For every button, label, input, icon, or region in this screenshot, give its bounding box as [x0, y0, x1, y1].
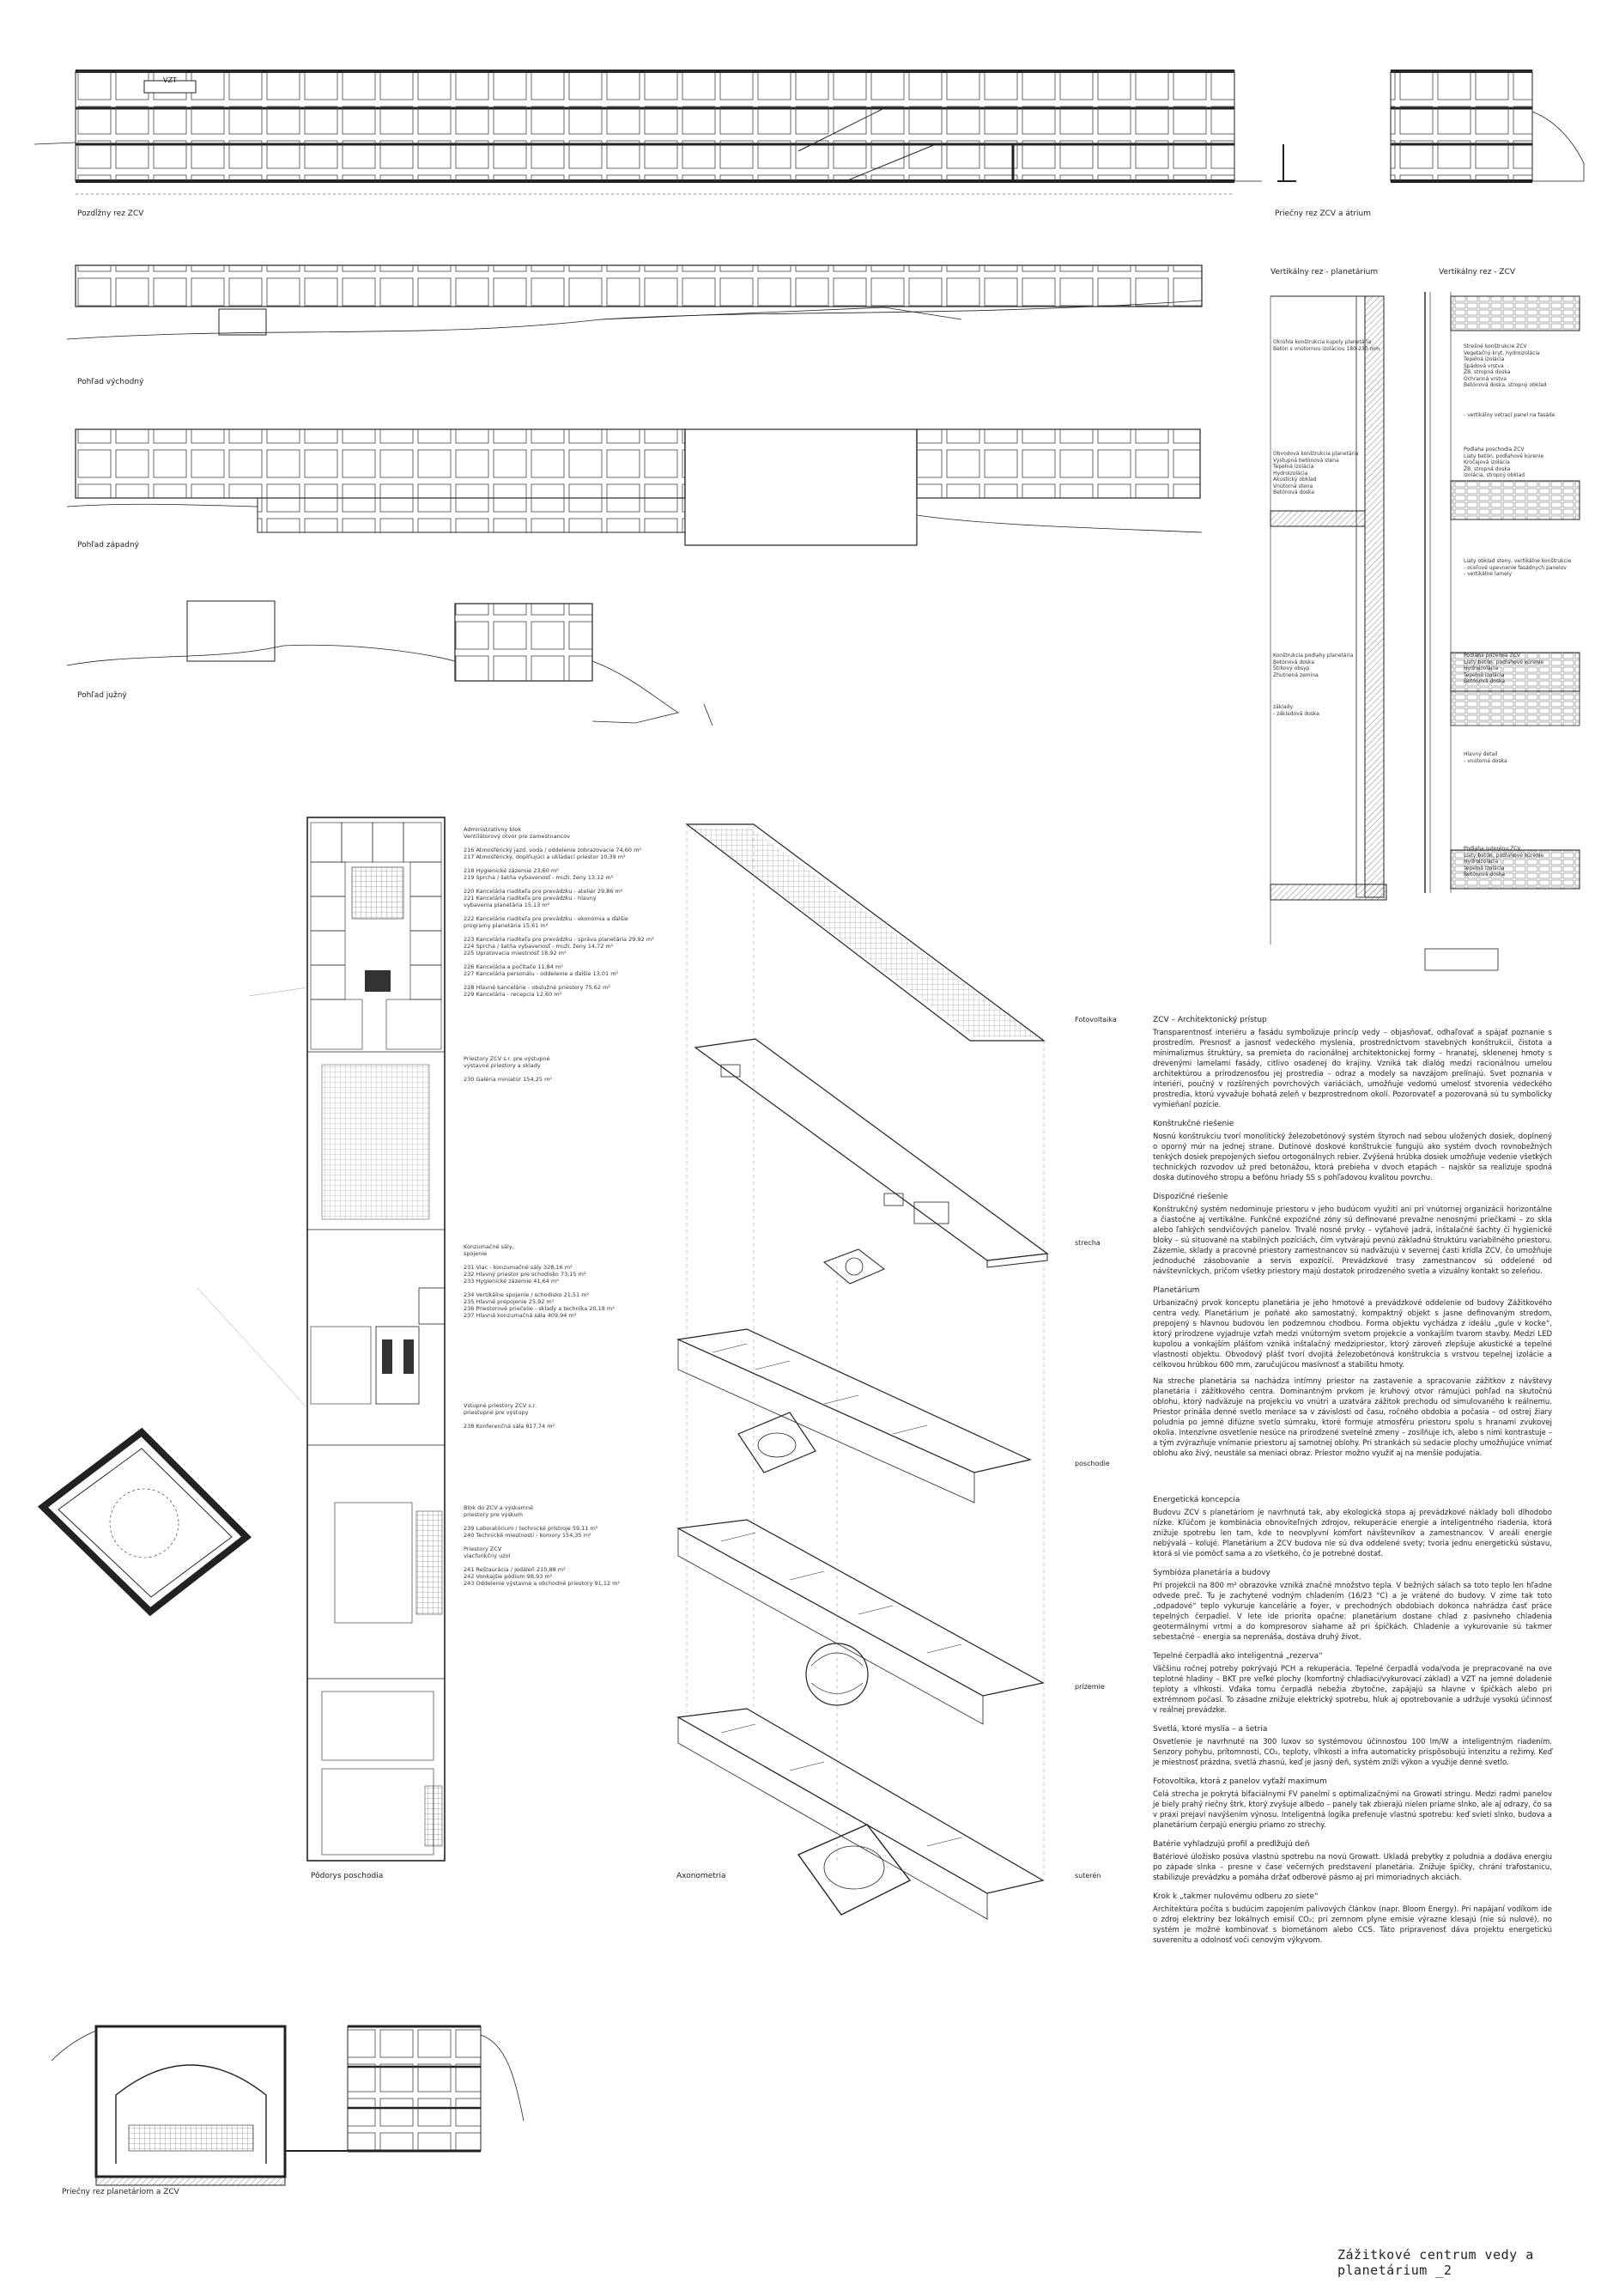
- legend-line: 227 Kancelária personálu - oddelenie a ďalšie 13,01 m²: [464, 970, 619, 977]
- legend-line: [464, 1559, 614, 1566]
- text-section-heading: Symbióza planetária a budovy: [1153, 1569, 1270, 1577]
- legend-group-heading: Vstupné priestory ZCV s.r.: [464, 1402, 537, 1409]
- legend-line: [464, 1518, 614, 1525]
- section-note: základy - základová doska: [1273, 704, 1319, 717]
- legend-line: 235 Hlavné prepojenie 25,92 m²: [464, 1298, 555, 1305]
- section-note: Podlaha prízemia ZCV Liaty betón, podlahové kúrenie Hydroizolácia Tepelná izolácia Betónová doska: [1464, 653, 1544, 684]
- legend-line: priestory pre výskum: [464, 1511, 523, 1518]
- legend-line: Ventilátorový otvor pre zamestnancov: [464, 833, 571, 840]
- south-view-drawing: [67, 601, 713, 726]
- legend-line: 239 Laboratórium / technické prístroje 59,11 m²: [464, 1525, 598, 1532]
- planetarium-plan-drawing: [43, 1432, 246, 1612]
- project-description: [1153, 1006, 1552, 1952]
- vertical-section-planetarium-label: Vertikálny rez - planetárium: [1270, 268, 1379, 276]
- legend-line: 230 Galéria miniatúr 154,25 m²: [464, 1076, 553, 1083]
- cross-section-planetarium-drawing: [52, 2026, 524, 2185]
- longitudinal-section-label: Pozdĺžny rez ZCV: [77, 210, 144, 218]
- section-note: Podlaha suterénu ZCV Liaty betón, podlahové kúrenie Hydroizolácia Tepelná izolácia Betónová doska: [1464, 846, 1544, 878]
- legend-line: programy planetária 15,61 m²: [464, 922, 549, 929]
- section-note: Okrúhla konštrukcia kupoly planetária Betón s vnútornou izoláciou 180-230 mm: [1273, 339, 1380, 352]
- text-section-heading: ZCV – Architektonický prístup: [1153, 1016, 1267, 1024]
- vertical-section-planetarium-drawing: [1270, 296, 1386, 945]
- text-paragraph: Transparentnosť interiéru a fasádu symbolizuje princíp vedy – objasňovať, odhaľovať a spájať poznanie s prostredím. Presnosť a jasnosť vedeckého myslenia, prostredníctvom stavebných konštrukcií, čistota a minimalizmus štruktúry, sa premieta do racionálnej architektonickej formy – hranatej, sklenenej hmoty s drevenými lamelami fasády, citlivo osadenej do krajiny. Vzniká tak dialóg medzi racionálnou umelou architektúrou a prírodzenosťou jej prostredia – odraz a modely sa navzájom prelínajú. Svet poznania v interiéri, poučný v rozšírených povrchových variáciách, umožňuje vedomú umelosť stvorenia vedeckého prostredia, ktorú vyvažuje bohatá zeleň v bezprostrednom okolí. Pozorovateľ a pozorovaná sú tu symbolicky vymieňaní pozície.: [1153, 1029, 1552, 1109]
- legend-line: 238 Konferenčná sála 817,74 m²: [464, 1423, 555, 1430]
- legend-line: 234 Vertikálne spojenie / schodisko 21,51 m²: [464, 1291, 590, 1298]
- legend-group-heading: Priestory ZCV s.r. pre výstupné: [464, 1055, 550, 1062]
- legend-line: Priestory ZCV: [464, 1546, 502, 1552]
- legend-line: 225 Upratovacia miestnosť 18,92 m²: [464, 950, 567, 957]
- vertical-section-zcv-label: Vertikálny rez - ZCV: [1439, 268, 1516, 276]
- legend-line: [464, 1539, 614, 1546]
- legend-line: 222 Kancelárie riaditeľa pre prevádzku - ekonómia a ďalšie: [464, 915, 628, 922]
- legend-line: 240 Technické miestnosti - komory 154,35 m²: [464, 1532, 591, 1539]
- legend-line: 216 Atmosférický jazd. voda / oddelenie zobrazovacie 74,60 m²: [464, 847, 642, 853]
- vzt-label: VZT: [163, 76, 177, 84]
- legend-line: 233 Hygienické zázemie 41,64 m²: [464, 1278, 559, 1285]
- section-note: - vertikálny vetrací panel na fasáde: [1464, 412, 1555, 418]
- text-paragraph: Architektúra počíta s budúcim zapojením palivových článkov (napr. Bloom Energy). Pri napájaní vodíkom ide o zdroj elektriny bez lokálnych emisií CO₂; pri zemnom plyne emisie výrazne klesajú (nie sú nulové), no systém je možné kombinovať s biometánom alebo CCS. Táto pripravenosť dáva projektu energetickú suverenitu a odolnosť voči cenovým výkyvom.: [1153, 1905, 1552, 1945]
- cross-section-planetarium-label: Priečny rez planetáriom a ZCV: [62, 2188, 179, 2196]
- section-note: Hlavný detail - vnútorná doska: [1464, 751, 1507, 764]
- legend-group-heading: Blok do ZCV a výskumné: [464, 1504, 534, 1511]
- legend-line: 228 Hlavné kancelárie - obslužné priestory 75,62 m²: [464, 984, 610, 991]
- legend-line: 217 Atmosférický, doplňujúci a ukladací priestor 10,39 m²: [464, 853, 626, 860]
- legend-line: [464, 1069, 614, 1076]
- legend-line: [464, 1285, 614, 1291]
- text-section-heading: Dispozičné riešenie: [1153, 1193, 1228, 1201]
- text-section-heading: Fotovoltika, ktorá z panelov vyťaží maximum: [1153, 1777, 1327, 1786]
- legend-line: 231 Viac - konzumačné sály 328,16 m²: [464, 1264, 573, 1271]
- legend-group-heading: Administratívny blok: [464, 826, 522, 833]
- axo-label-basement: suterén: [1075, 1872, 1101, 1880]
- axo-label-upper-floor: poschodie: [1075, 1460, 1110, 1467]
- text-paragraph: Batériové úložisko posúva vlastnú spotrebu na novú Growatt. Ukladá prebytky z poludnia a dodáva energiu po západe slnka – presne v čase večerných predstavení planetária. Znižuje špičky, chráni trafostanicu, stabilizuje prevádzku a pomáha držať odberové pásmo aj pri mimoriadnych akciách.: [1153, 1853, 1552, 1882]
- legend-line: viacfunkčný uzol: [464, 1552, 511, 1559]
- longitudinal-section-drawing: [34, 71, 1262, 194]
- legend-line: [464, 957, 614, 963]
- text-paragraph: Osvetlenie je navrhnuté na 300 luxov so systémovou účinnosťou 100 lm/W a inteligentným riadením. Senzory pohybu, prítomnosti, CO₂, teploty, vlhkosti a infra automaticky prispôsobujú intenzitu a režimy. Keď je miestnosť prázdna, svetlá zhasnú, keď je jasný deň, systém zníži výkon a využije denné svetlo.: [1153, 1738, 1552, 1767]
- legend-line: 224 Sprcha / šatňa vybavenosť - muži, ženy 14,72 m²: [464, 943, 614, 950]
- cross-section-hall-drawing: [1277, 71, 1584, 181]
- section-note: Konštrukcia podlahy planetária Betónová doska Štrkový obsyp Zhutnená zemina: [1273, 653, 1354, 678]
- axonometry-drawing: [678, 824, 1047, 1919]
- text-section-heading: Krok k „takmer nulovému odberu zo siete“: [1153, 1892, 1319, 1901]
- text-paragraph: Väčšinu ročnej potreby pokrývajú PCH a rekuperácia. Tepelné čerpadlá voda/voda je prepracované na ove teplotné hladiny – BKT pre veľké plochy (komfortný chladiaci/vykurovací základ) a VZT na jemné doladenie teploty a vlhkosti. Vďaka tomu čerpadlá nebežia zbytočne, zapájajú sa hlavne v špičkách alebo pri extrémnom počasí. To zásadne znižuje elektrický spotrebu, hluk aj opotrebovanie a udržuje vysokú účinnosť v reálnej prevádzke.: [1153, 1665, 1552, 1715]
- axo-label-roof: strecha: [1075, 1239, 1101, 1247]
- legend-line: 220 Kancelária riaditeľa pre prevádzku - ateliér 29,86 m²: [464, 888, 623, 895]
- legend-line: 229 Kancelária - recepcia 12,60 m²: [464, 991, 562, 998]
- legend-line: 236 Priestorové priečelie - sklady a technika 20,18 m²: [464, 1305, 615, 1312]
- ground-plan-drawing: [197, 817, 445, 1861]
- south-view-label: Pohľad južný: [77, 691, 127, 700]
- sheet-title: Zážitkové centrum vedy a planetárium _2: [1337, 2247, 1534, 2278]
- legend-line: [464, 881, 614, 888]
- legend-line: 223 Kancelária riaditeľa pre prevádzku - správa planetária 29,92 m²: [464, 936, 654, 943]
- text-section-heading: Batérie vyhladzujú profil a predlžujú deň: [1153, 1840, 1310, 1849]
- text-paragraph: Konštrukčný systém nedominuje priestoru v jeho budúcom využití ani pri vnútornej organizácii horizontálne a čiastočne aj vertikálne. Funkčné expozičné zóny sú definované prevažne nenosnými priečkami – zo skla alebo ľahkých sendvičových panelov. Trvalé nosné prvky – vyťahové jadrá, inštalačné šachty či hygienické bloky – sú situované na stabilných pozíciách, čím vytvárajú pevnú základnú štruktúru variabilného priestoru. Zázemie, sklady a pracovné priestory zamestnancov sú nadväzujú v severnej časti krídla ZCV, čo umožňuje jednoduché zásobovanie a servis expozícií. Prevádzkové trasy zamestnancov sú oddelené od návštevníckych, pričom všetky priestory majú dostatok prirodzeného svetla a vizuálny kontakt so zeleňou.: [1153, 1206, 1552, 1276]
- legend-line: 242 Vonkajšie pódium 98,93 m²: [464, 1573, 553, 1580]
- section-note: Obvodová konštrukcia planetária Výstupná betónová stena Tepelná izolácia Hydroizolácia Akustický obklad Vnútorná stena Betónová doska: [1273, 451, 1359, 495]
- axo-label-photovoltaics: Fotovoltaika: [1075, 1016, 1117, 1023]
- text-section-heading: Planetárium: [1153, 1286, 1200, 1295]
- room-legend: [464, 820, 654, 1587]
- legend-line: [464, 977, 614, 984]
- legend-line: 226 Kancelária a počítače 11,84 m²: [464, 963, 563, 970]
- text-paragraph: Nosnú konštrukciu tvorí monolitický železobetónový systém štyroch nad sebou uložených dosiek, doplnený o oporný múr na jednej strane. Dutinové doskové konštrukcie fungujú ako systém dvoch rovnobežných tenkých dosiek prepojených sieťou ortogonálnych rebier. Zvýšená hrúbka dosiek umožňuje vedenie všetkých technických rozvodov už pred betonážou, ktorá prebieha v dvoch etapách – najskôr sa realizuje spodná doska dutinového stropu a beťónu hriady SS s pohľadovou kvalitou povrchu.: [1153, 1133, 1552, 1182]
- legend-line: [464, 908, 614, 915]
- legend-line: 241 Reštaurácia / jedáleň 210,88 m²: [464, 1566, 566, 1573]
- text-section-heading: Konštrukčné riešenie: [1153, 1120, 1234, 1128]
- west-view-drawing: [67, 429, 1202, 545]
- legend-line: 221 Kancelária riaditeľa pre prevádzku - hlavný: [464, 895, 597, 902]
- axonometry-label: Axonometria: [676, 1872, 726, 1880]
- legend-line: spojenie: [464, 1250, 488, 1257]
- text-paragraph: Budovu ZCV s planetáriom je navrhnutá tak, aby ekologická stopa aj prevádzkové náklady boli dlhodobo nízke. Kľúčom je kombinácia obnoviteľných zdrojov, rekuperácie energie a inteligentného riadenia, ktorá znižuje spotrebu len tam, kde to neovplyvní komfort návštevníkov a zamestnancov. V areáli energie nebývalá – kolujé. Planetárium a ZCV budova nie sú dva oddelené svety; tvoria jednu energetickú sústavu, ktorá si vie pomôcť sama a zo všetkého, čo je potrebné dostať.: [1153, 1509, 1552, 1558]
- legend-line: 237 Hlavná konzumačná sála 409,94 m²: [464, 1312, 577, 1319]
- text-paragraph: Urbanizačný prvok konceptu planetária je jeho hmotové a prevádzkové oddelenie od budovy Zážitkového centra vedy. Planetárium je poňaté ako samostatný, kompaktný objekt s jasne definovaným stredom, prepojený s hlavnou budovou len podzemnou chodbou. Forma objektu vychádza z ideálu „gule v kocke“, ktorý prirodzene vyjadruje vzťah medzi vnútorným svetom projekcie a vonkajším tvarom stavby. Medzi LED kupolou a vonkajším plášťom vzniká inštalačný medzipriestor, ktorý zároveň zlepšuje akustické a tepelné vlastnosti objektu. Obvodový plášť tvorí dvojitá železobetónová konštrukcia s vrstvou tepelnej izolácie a celkovou hrúbkou 600 mm, zaručujúcou masívnosť a stabilitu hmoty.: [1153, 1299, 1552, 1370]
- legend-line: priestupné pre výstupy: [464, 1409, 529, 1416]
- legend-line: [464, 929, 614, 936]
- text-paragraph: Pri projekcii na 800 m² obrazovke vzniká značné množstvo tepla. V bežných sálach sa toto teplo len hľadne odvede preč. Tu je zachytené vodným chladením (16/23 °C) a je vrátené do budovy. V zime tak toto „odpadové“ teplo vykuruje kancelárie a foyer, v prechodných obdobiach dokonca nahrádza časť práce tepelných čerpadiel. V lete ide priorita opačne: planetárium dostane chlad z pasívneho chladenia geotermálnymi vrtmi a do kompresorov siahame až pri špičkách. Chladenie a vykurovanie sú takmer sebestačné – energia sa neprenáša, dostáva druhý život.: [1153, 1582, 1552, 1642]
- ground-plan-label: Pôdorys poschodia: [311, 1872, 384, 1880]
- east-view-drawing: [67, 265, 1202, 339]
- text-section-heading: Svetlá, ktoré myslia – a šetria: [1153, 1725, 1268, 1734]
- legend-line: 243 Oddelenie výstavné a obchodné priestory 91,12 m²: [464, 1580, 621, 1587]
- section-note: Podlaha poschodia ZCV Liaty betón, podlahové kúrenie Kročajová izolácia ŽB. stropná doska Izolácia, stropný obklad: [1464, 446, 1544, 478]
- legend-line: [464, 1257, 614, 1264]
- legend-line: [464, 840, 614, 847]
- section-note: Strešné konštrukcie ZCV Vegetačný kryt, hydroizolácia Tepelná izolácia Spádová vrstva ŽB. stropná doska Ochranná vrstva Betónová doska, stropný obklad: [1464, 343, 1547, 388]
- legend-line: [464, 1416, 614, 1423]
- legend-line: vybavenia planetária 15,13 m²: [464, 902, 550, 908]
- legend-line: 232 Hlavný priestor pre schodisko 73,15 m²: [464, 1271, 586, 1278]
- cross-section-hall-label: Priečny rez ZCV a átrium: [1275, 210, 1372, 218]
- legend-line: [464, 860, 614, 867]
- text-paragraph: Na streche planetária sa nachádza intímny priestor na zastavenie a spracovanie zážitkov z návštevy planetária i zážitkového centra. Dominantným prvkom je kruhový otvor rámujúci pohľad na skutočnú oblohu, ktorý nadväzuje na projekciu vo vnútri a uzatvára zážitok prechodu od simulovaného k reálnemu. Priestor prináša denné svetlo meniace sa v závislosti od času, ročného obdobia a počasia – od ostrej žiary poludnia po jemné difúzne svetlo súmraku, ktoré formuje atmosféru priestoru spolu s hranami zvukovej okolia. Intenzívne osvetlenie nesúce na prirodzené svetelné zmeny – zosilňuje ich, alebo s nimi kontrastuje – a tým zvýrazňuje vnímanie priestoru aj samotnej oblohy. Pri strankách sú sedacie plochy umožňujúce vnímať oblohu ako živý, neustále sa meniaci obraz. Priestor možno využiť aj na menšie podujatia.: [1153, 1377, 1552, 1458]
- text-section-heading: Tepelné čerpadlá ako inteligentná „rezerva“: [1153, 1652, 1323, 1661]
- legend-group-heading: Konzumačné sály,: [464, 1243, 514, 1250]
- legend-line: 218 Hygienické zázemie 23,60 m²: [464, 867, 559, 874]
- east-view-label: Pohľad východný: [77, 378, 144, 386]
- legend-line: 219 Sprcha / šatňa vybavenosť - muži, ženy 13,12 m²: [464, 874, 614, 881]
- text-section-heading: Energetická koncepcia: [1153, 1496, 1240, 1504]
- axo-label-ground-floor: prízemie: [1075, 1683, 1105, 1691]
- text-paragraph: Celá strecha je pokrytá bifaciálnymi FV panelmi s optimalizačnými na Growati stringu. Medzi radmi panelov je biely prahý riečny štrk, ktorý zvyšuje albedo – panely tak zbierajú nielen priame slnko, ale aj odrazy, čo sa v praxi prejaví navýšením výnosu. Inteligentná logika prefenuje vlastnú spotrebu: keď svieti slnko, budova a planetárium čerpajú energiu priamo zo strechy.: [1153, 1790, 1552, 1830]
- section-note: Liaty obklad steny, vertikálne konštrukcie - oceľové upevnenie fasádnych panelov - vertikálne lamely: [1464, 558, 1572, 577]
- west-view-label: Pohľad západný: [77, 541, 139, 550]
- legend-line: výstavné priestory a sklady: [464, 1062, 541, 1069]
